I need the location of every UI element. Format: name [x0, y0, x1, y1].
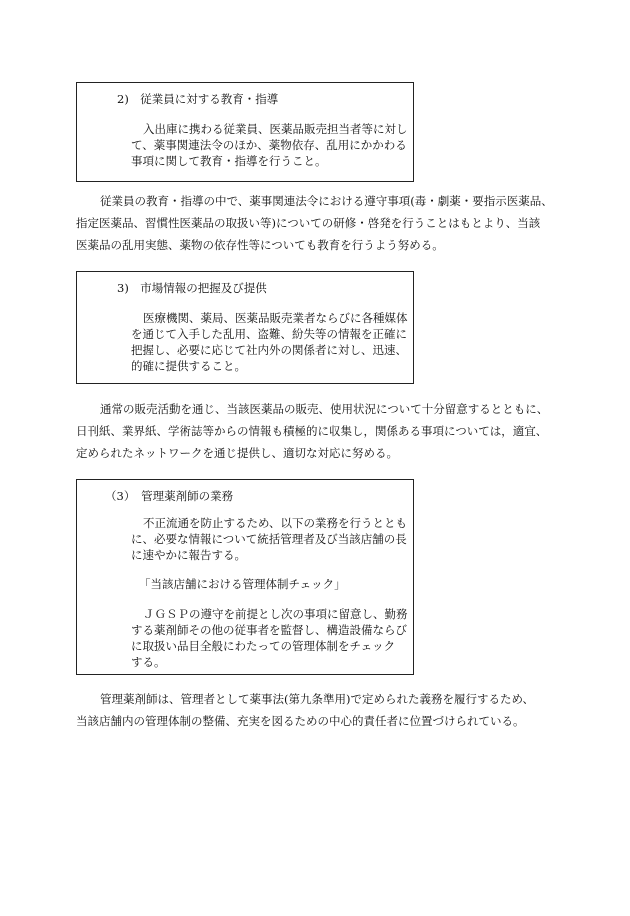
- pharmacist-box-line-6: に取扱い品目全般にわたっての管理体制をチェック: [131, 639, 396, 653]
- market-para-line-1: 通常の販売活動を通じ、当該医薬品の販売、使用状況について十分留意するとともに、: [100, 402, 549, 416]
- pharmacist-paragraph: [76, 688, 556, 732]
- pharmacist-box-title: （3） 管理薬剤師の業務: [105, 489, 234, 503]
- pharmacist-box-body-a: [131, 515, 407, 563]
- education-para-line-1: 従業員の教育・指導の中で、薬事関連法令における遵守事項(毒・劇薬・要指示医薬品、: [100, 194, 553, 208]
- pharmacist-box-line-2: に、必要な情報について統括管理者及び当該店舗の長: [131, 532, 407, 546]
- pharmacist-box-line-1: 不正流通を防止するため、以下の業務を行うととも: [143, 516, 408, 530]
- pharmacist-box-line-7: する。: [131, 655, 166, 669]
- market-box-title: 3) 市場情報の把握及び提供: [117, 281, 267, 295]
- market-box-line-1: 医療機関、薬局、医薬品販売業者ならびに各種媒体: [143, 311, 408, 325]
- education-para-line-2: 指定医薬品、習慣性医薬品の取扱い等)についての研修・啓発を行うことはもとより、当該: [76, 216, 541, 230]
- market-para-line-2: 日刊紙、業界紙、学術誌等からの情報も積極的に収集し，関係ある事項については，適宜、: [76, 424, 548, 438]
- market-para-line-3: 定められたネットワークを通じ提供し、適切な対応に努める。: [76, 446, 398, 460]
- pharmacist-box-line-5: する薬剤師その他の従事者を監督し、構造設備ならび: [131, 623, 407, 637]
- market-box-body: [131, 310, 407, 374]
- pharmacist-box-line-4: ＪＧＳＰの遵守を前提とし次の事項に留意し、勤務: [143, 607, 408, 621]
- education-box-title: 2) 従業員に対する教育・指導: [117, 92, 279, 106]
- market-box: [76, 271, 414, 384]
- pharmacist-box-body-b: [131, 606, 407, 670]
- pharmacist-box-quote: 「当該店舗における管理体制チェック」: [139, 577, 346, 591]
- education-box-body: [131, 121, 407, 169]
- market-box-line-2: を通じて入手した乱用、盗難、紛失等の情報を正確に: [131, 327, 407, 341]
- pharmacist-para-line-1: 管理薬剤師は、管理者として薬事法(第九条準用)で定められた義務を履行するため、: [100, 692, 535, 706]
- education-box-line-1: 入出庫に携わる従業員、医薬品販売担当者等に対し: [143, 122, 408, 136]
- education-paragraph: [76, 190, 556, 256]
- education-para-line-3: 医薬品の乱用実態、薬物の依存性等についても教育を行うよう努める。: [76, 238, 444, 252]
- pharmacist-box: [76, 479, 414, 675]
- market-paragraph: [76, 398, 556, 464]
- pharmacist-para-line-2: 当該店舗内の管理体制の整備、充実を図るための中心的責任者に位置づけられている。: [76, 714, 525, 728]
- education-box-line-3: 事項に関して教育・指導を行うこと。: [131, 154, 327, 168]
- education-box-line-2: て、薬事関連法令のほか、薬物依存、乱用にかかわる: [131, 138, 407, 152]
- education-box: [76, 82, 414, 182]
- pharmacist-box-line-3: に速やかに報告する。: [131, 548, 246, 562]
- market-box-line-4: 的確に提供すること。: [131, 359, 246, 373]
- market-box-line-3: 把握し、必要に応じて社内外の関係者に対し、迅速、: [131, 343, 407, 357]
